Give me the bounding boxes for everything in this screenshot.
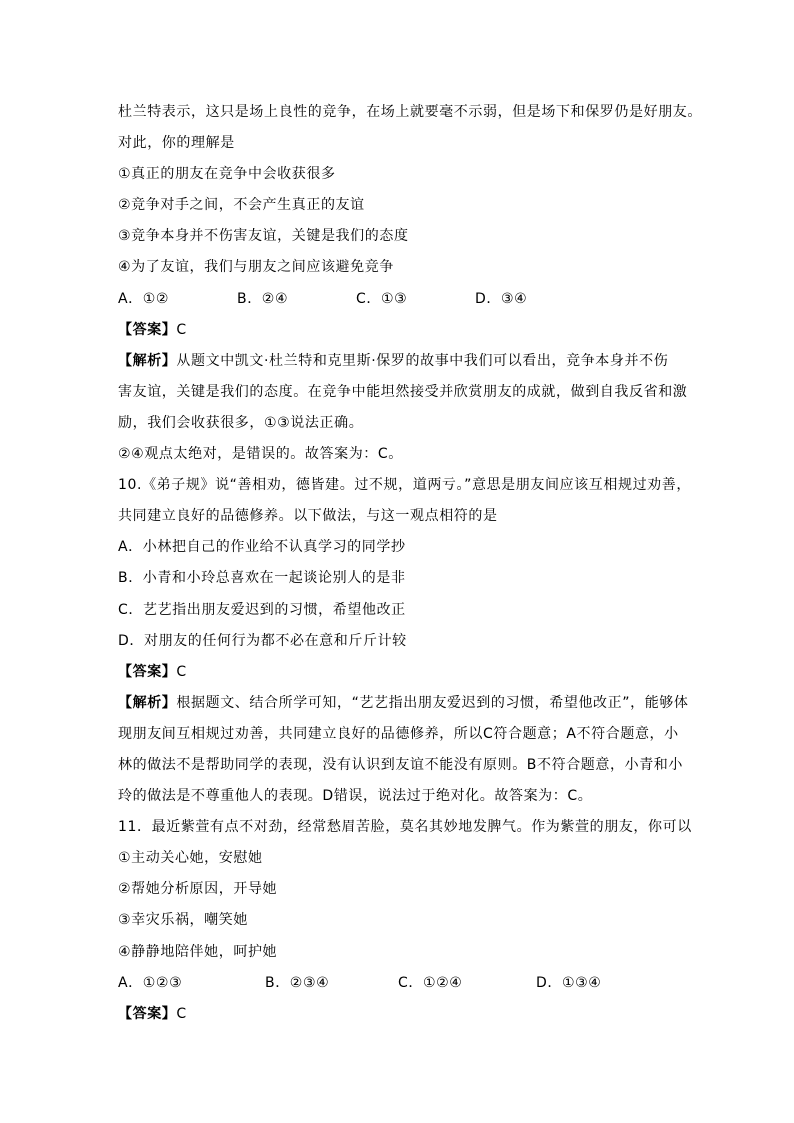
q11-statement: ③幸灾乐祸，嘲笑她 [118,912,248,929]
q9-statement: ④为了友谊，我们与朋友之间应该避免竞争 [118,259,394,276]
answer-value: C [176,663,187,680]
analysis-label: 【解析】 [118,694,177,711]
answer-value: C [176,1005,187,1022]
q11-answer [118,999,688,1030]
q10-stem-line: 共同建立良好的品德修养。以下做法，与这一观点相符的是 [118,508,498,525]
q10-option-c: C．艺艺指出朋友爱迟到的习惯，希望他改正 [118,601,406,618]
answer-label: 【答案】 [118,663,177,680]
q9-statement: ③竞争本身并不伤害友谊，关键是我们的态度 [118,228,409,245]
q11-option-d: D．①③④ [536,974,602,991]
analysis-text: 根据题文、结合所学可知，“艺艺指出朋友爱迟到的习惯，希望他改正”，能够体 [176,694,689,711]
q11-option-a: A．①②③ [118,974,183,991]
q9-analysis-line: 害友谊，关键是我们的态度。在竞争中能坦然接受并欣赏朋友的成就，做到自我反省和激 [118,383,688,400]
q10-option-b: B．小青和小玲总喜欢在一起谈论别人的是非 [118,570,406,587]
q9-statement: ①真正的朋友在竞争中会收获很多 [118,166,336,183]
q9-option-c: C．①③ [356,290,408,307]
q10-analysis-line: 林的做法不是帮助同学的表现，没有认识到友谊不能没有原则。B不符合题意，小青和小 [118,756,684,773]
q11-statement: ④静静地陪伴她，呵护她 [118,943,278,960]
q10-option-a: A．小林把自己的作业给不认真学习的同学抄 [118,539,406,556]
q9-option-b: B．②④ [237,290,289,307]
q9-option-d: D．③④ [475,290,528,307]
q11-option-b: B．②③④ [265,974,330,991]
q11-options [118,968,688,999]
q9-stem-line: 对此，你的理解是 [118,135,235,152]
q11-statement: ①主动关心她，安慰她 [118,850,263,867]
q11-stem: 11．最近紫萱有点不对劲，经常愁眉苦脸，莫名其妙地发脾气。作为紫萱的朋友，你可以 [118,819,692,836]
document-page [118,97,702,1030]
q9-analysis-line: ②④观点太绝对，是错误的。故答案为：C。 [118,446,403,463]
q9-statement: ②竞争对手之间，不会产生真正的友谊 [118,197,365,214]
q9-option-a: A．①② [118,290,170,307]
q10-option-d: D．对朋友的任何行为都不必在意和斤斤计较 [118,632,407,649]
q10-analysis-line: 玲的做法是不尊重他人的表现。D错误，说法过于绝对化。故答案为：C。 [118,788,593,805]
q9-analysis-line [118,346,688,377]
q11-statement: ②帮她分析原因，开导她 [118,881,278,898]
q9-analysis-line: 励，我们会收获很多，①③说法正确。 [118,414,364,431]
answer-value: C [176,321,187,338]
q11-option-c: C．①②④ [398,974,463,991]
q9-answer [118,315,688,346]
q10-stem-line: 10.《弟子规》说“善相劝，德皆建。过不规，道两亏。”意思是朋友间应该互相规过劝善， [118,477,691,494]
analysis-text: 从题文中凯文·杜兰特和克里斯·保罗的故事中我们可以看出，竞争本身并不伤 [176,352,669,369]
q10-analysis-line [118,688,688,719]
answer-label: 【答案】 [118,1005,177,1022]
answer-label: 【答案】 [118,321,177,338]
q10-analysis-line: 现朋友间互相规过劝善，共同建立良好的品德修养，所以C符合题意；A不符合题意，小 [118,725,679,742]
q9-stem-line: 杜兰特表示，这只是场上良性的竞争，在场上就要毫不示弱，但是场下和保罗仍是好朋友。 [118,104,702,120]
q9-options [118,284,688,315]
analysis-label: 【解析】 [118,352,177,369]
q10-answer [118,657,688,688]
